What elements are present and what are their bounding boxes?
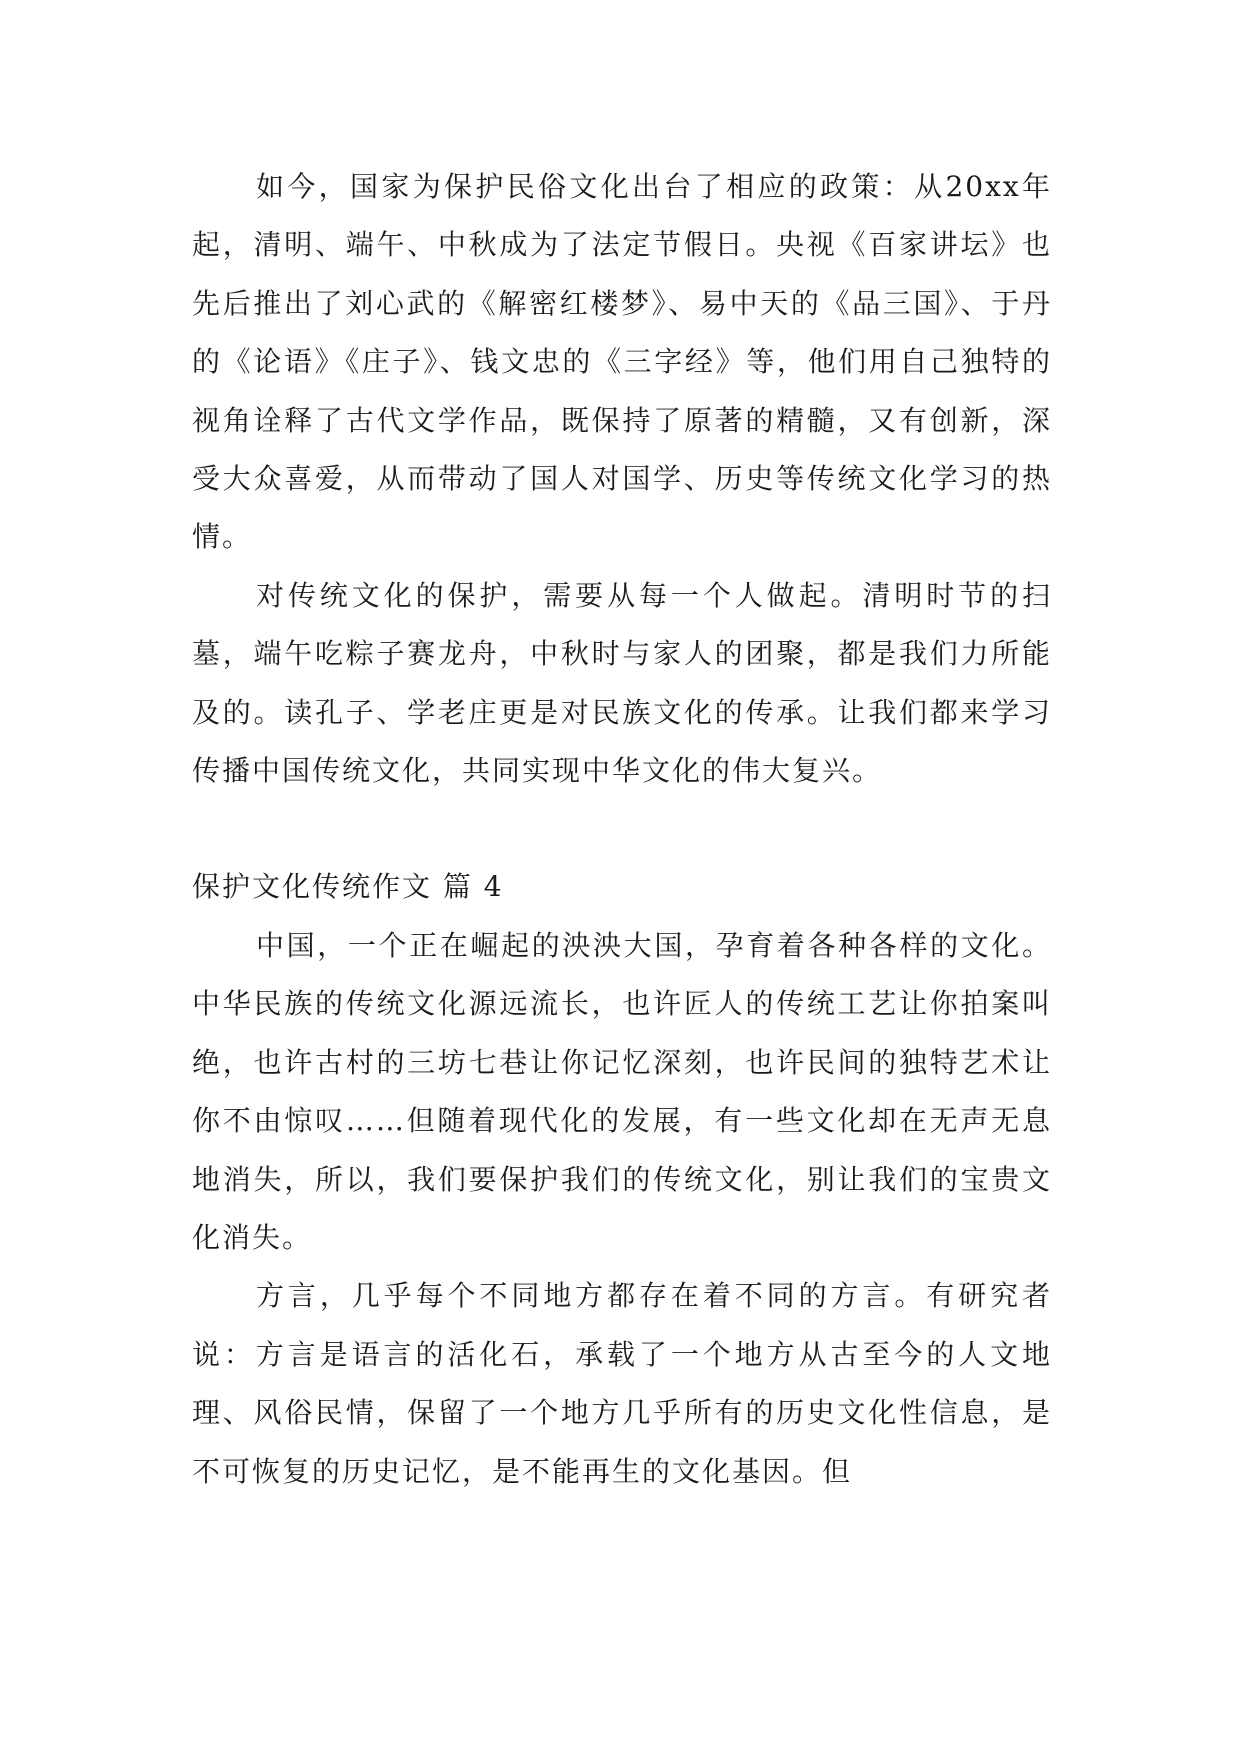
document-body — [192, 158, 1052, 1501]
paragraph-policy: 如今，国家为保护民俗文化出台了相应的政策：从20xx年起，清明、端午、中秋成为了法定节假日。央视《百家讲坛》也先后推出了刘心武的《解密红楼梦》、易中天的《品三国》、于丹的《论语》《庄子》、钱文忠的《三字经》等，他们用自己独特的视角诠释了古代文学作品，既保持了原著的精髓，又有创新，深受大众喜爱，从而带动了国人对国学、历史等传统文化学习的热情。 — [192, 170, 1052, 554]
section-heading: 保护文化传统作文 篇 4 — [192, 870, 504, 904]
paragraph-dialect: 方言，几乎每个不同地方都存在着不同的方言。有研究者说：方言是语言的活化石，承载了一个地方从古至今的人文地理、风俗民情，保留了一个地方几乎所有的历史文化性信息，是不可恢复的历史记忆，是不能再生的文化基因。但 — [192, 1279, 1052, 1488]
paragraph-china-culture: 中国，一个正在崛起的泱泱大国，孕育着各种各样的文化。中华民族的传统文化源远流长，也许匠人的传统工艺让你拍案叫绝，也许古村的三坊七巷让你记忆深刻，也许民间的独特艺术让你不由惊叹……但随着现代化的发展，有一些文化却在无声无息地消失，所以，我们要保护我们的传统文化，别让我们的宝贵文化消失。 — [192, 928, 1052, 1254]
paragraph-protection: 对传统文化的保护，需要从每一个人做起。清明时节的扫墓，端午吃粽子赛龙舟，中秋时与家人的团聚，都是我们力所能及的。读孔子、学老庄更是对民族文化的传承。让我们都来学习传播中国传统文化，共同实现中华文化的伟大复兴。 — [192, 578, 1052, 788]
